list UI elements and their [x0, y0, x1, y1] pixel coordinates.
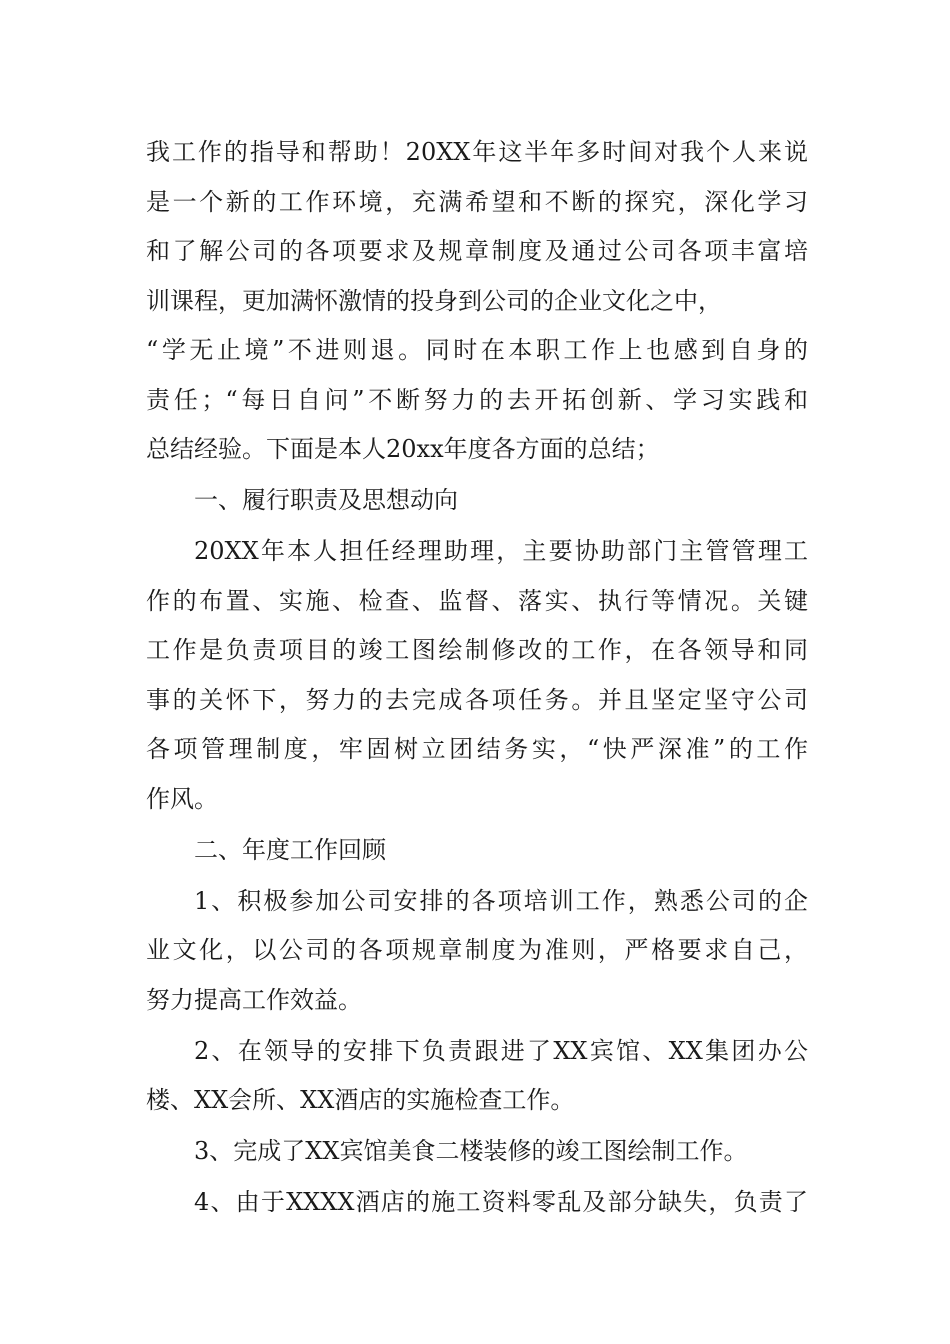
list-item: 4、由于XXXX酒店的施工资料零乱及部分缺失，负责了 — [194, 1188, 808, 1216]
text-line: 楼、XX会所、XX酒店的实施检查工作。 — [146, 1086, 575, 1114]
text-line: 和了解公司的各项要求及规章制度及通过公司各项丰富培 — [146, 237, 808, 265]
text-line: 总结经验。下面是本人20xx年度各方面的总结； — [146, 435, 660, 463]
section-heading: 一、履行职责及思想动向 — [194, 486, 458, 514]
text-line: 各项管理制度，牢固树立团结务实，“快严深准”的工作 — [146, 735, 808, 763]
text-line: 作风。 — [146, 784, 218, 813]
text-line: 努力提高工作效益。 — [146, 985, 362, 1014]
document-body — [146, 128, 808, 1228]
text-line: 事的关怀下，努力的去完成各项任务。并且坚定坚守公司 — [146, 685, 808, 714]
text-line: 我工作的指导和帮助！20XX年这半年多时间对我个人来说 — [146, 138, 808, 166]
text-line: 20XX年本人担任经理助理，主要协助部门主管管理工 — [194, 537, 808, 565]
list-item: 1、积极参加公司安排的各项培训工作，熟悉公司的企 — [194, 886, 808, 915]
text-line: 作的布置、实施、检查、监督、落实、执行等情况。关键 — [146, 586, 808, 615]
list-item: 2、在领导的安排下负责跟进了XX宾馆、XX集团办公 — [194, 1036, 808, 1065]
list-item: 3、完成了XX宾馆美食二楼装修的竣工图绘制工作。 — [194, 1137, 748, 1165]
text-line: 是一个新的工作环境，充满希望和不断的探究，深化学习 — [146, 187, 808, 216]
text-line: 责任；“每日自问”不断努力的去开拓创新、学习实践和 — [146, 385, 808, 414]
section-heading: 二、年度工作回顾 — [194, 835, 386, 864]
text-line: 业文化，以公司的各项规章制度为准则，严格要求自己， — [146, 936, 808, 964]
text-line: 工作是负责项目的竣工图绘制修改的工作，在各领导和同 — [146, 636, 808, 664]
text-line: “学无止境”不进则退。同时在本职工作上也感到自身的 — [146, 336, 808, 364]
text-line: 训课程，更加满怀激情的投身到公司的企业文化之中， — [146, 286, 722, 315]
